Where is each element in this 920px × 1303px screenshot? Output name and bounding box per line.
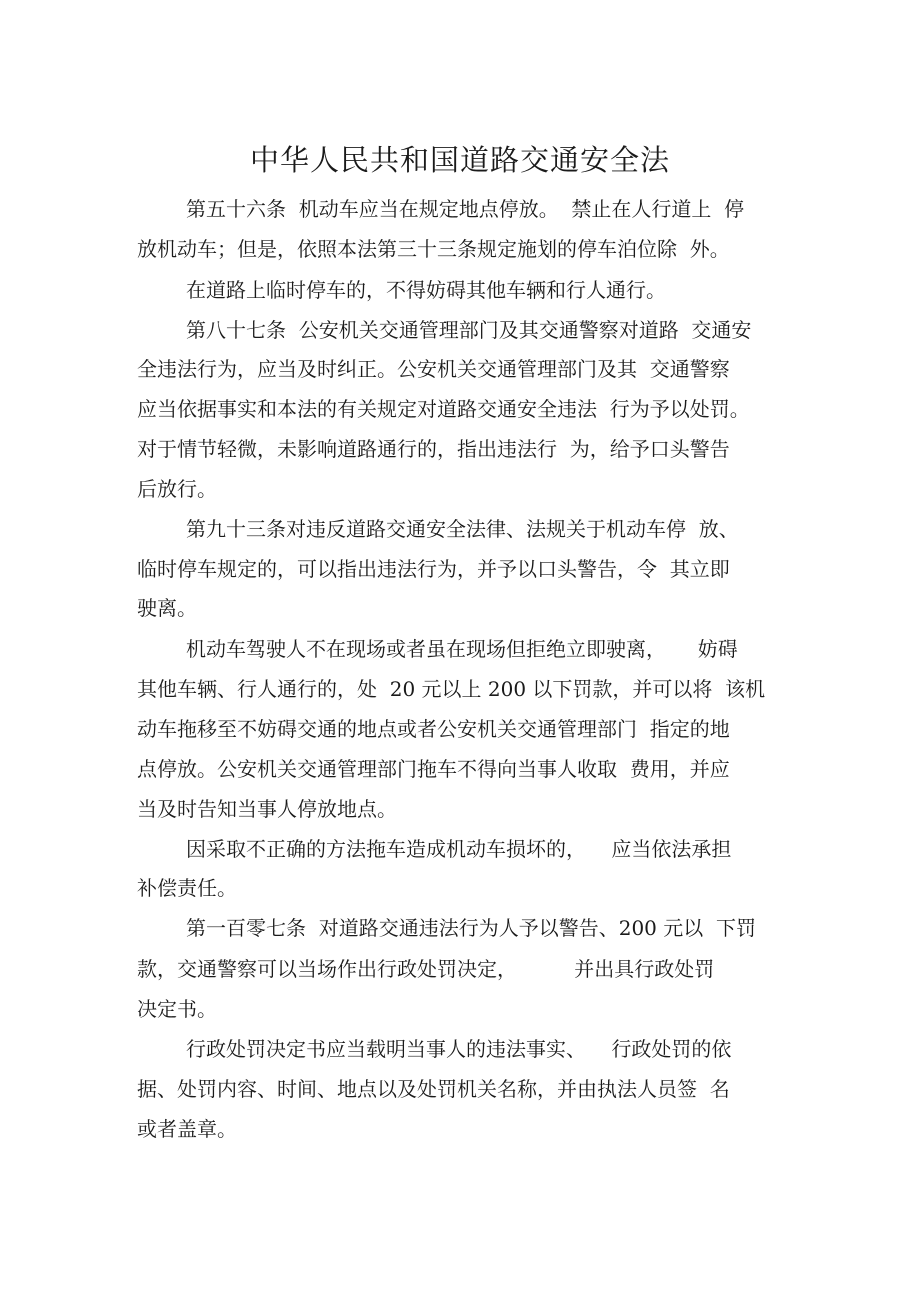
text-line: 当及时告知当事人停放地点。 bbox=[137, 797, 397, 821]
text-line: 或者盖章。 bbox=[137, 1117, 237, 1141]
text-line: 第五十六条 机动车应当在规定地点停放。 禁止在人行道上 停 bbox=[186, 197, 745, 221]
text-line: 临时停车规定的，可以指出违法行为，并予以口头警告，令 其立即 bbox=[137, 557, 730, 581]
text-line: 驶离。 bbox=[137, 596, 197, 620]
text-line: 对于情节轻微，未影响道路通行的，指出违法行 为，给予口头警告 bbox=[137, 437, 730, 461]
text-line: 补偿责任。 bbox=[137, 876, 237, 900]
text-line: 据、处罚内容、时间、地点以及处罚机关名称，并由执法人员签 名 bbox=[137, 1077, 730, 1101]
text-line: 款，交通警察可以当场作出行政处罚决定， 并出具行政处罚 bbox=[137, 957, 715, 981]
text-line: 第九十三条对违反道路交通安全法律、法规关于机动车停 放、 bbox=[186, 517, 739, 541]
text-line: 机动车驾驶人不在现场或者虽在现场但拒绝立即驶离， 妨碍 bbox=[186, 637, 738, 661]
document-title: 中华人民共和国道路交通安全法 bbox=[249, 143, 670, 177]
text-line: 后放行。 bbox=[137, 477, 217, 501]
text-line: 其他车辆、行人通行的，处 20 元以上 200 以下罚款，并可以将 该机 bbox=[137, 677, 766, 701]
text-line: 动车拖移至不妨碍交通的地点或者公安机关交通管理部门 指定的地 bbox=[137, 717, 730, 741]
text-line: 行政处罚决定书应当载明当事人的违法事实、 行政处罚的依 bbox=[186, 1037, 732, 1061]
text-line: 因采取不正确的方法拖车造成机动车损坏的， 应当依法承担 bbox=[186, 837, 732, 861]
text-line: 应当依据事实和本法的有关规定对道路交通安全违法 行为予以处罚。 bbox=[137, 397, 750, 421]
text-line: 在道路上临时停车的，不得妨碍其他车辆和行人通行。 bbox=[186, 278, 666, 302]
text-line: 决定书。 bbox=[137, 997, 217, 1021]
text-line: 全违法行为，应当及时纠正。公安机关交通管理部门及其 交通警察 bbox=[137, 357, 730, 381]
text-line: 第八十七条 公安机关交通管理部门及其交通警察对道路 交通安 bbox=[186, 318, 752, 342]
text-line: 点停放。公安机关交通管理部门拖车不得向当事人收取 费用，并应 bbox=[137, 757, 730, 781]
text-line: 放机动车；但是，依照本法第三十三条规定施划的停车泊位除 外。 bbox=[137, 237, 730, 261]
text-line: 第一百零七条 对道路交通违法行为人予以警告、200 元以 下罚 bbox=[186, 916, 756, 940]
